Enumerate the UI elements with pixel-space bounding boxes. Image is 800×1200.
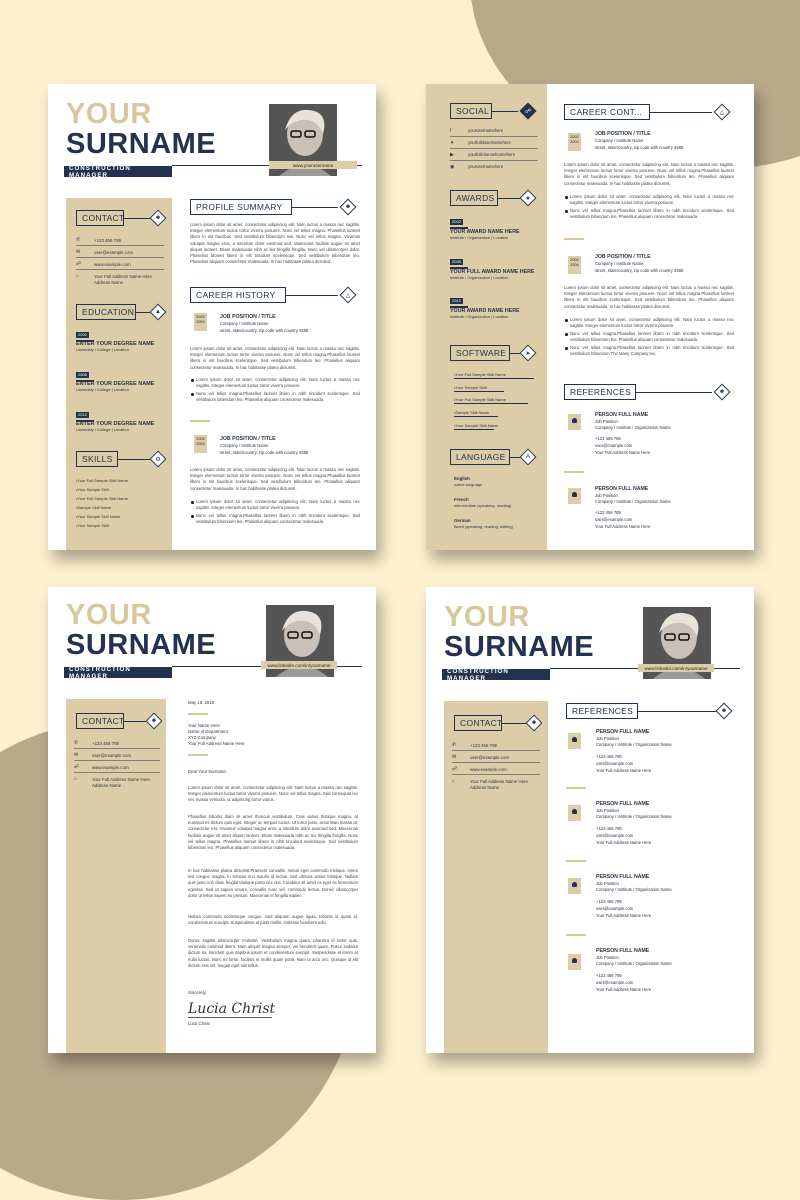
mail-icon: ✉	[452, 754, 457, 760]
heading-connector	[510, 457, 520, 458]
linkedin-caption: www.linkedin.com/in/yourname	[261, 661, 337, 669]
ref-address: Your Full Address Name Here	[596, 768, 652, 773]
ref-address: Your Full Address Name Here	[596, 840, 652, 845]
heading-connector	[124, 218, 150, 219]
letter-greeting: Dear Your Surname:	[188, 769, 227, 774]
job-text: Lorem ipsum dolor sit amet, consectetur adipiscing elit. Nam luctus a massa nec sagittis. Integer elementum luctus tortor viverra posuere. Nunc vel tellus magna.Phasellus laoreet libero in elit faucibus scelerisque. Sed vestibulum bibendum leo. Phasellus aliquam consectetur malesuada. In hac habitasse platea dictumst.	[564, 162, 734, 186]
flask-icon: △	[719, 109, 725, 116]
profile-summary-text: Lorem ipsum dolor sit amet, consectetur adipiscing elit. Nam luctus a massa nec sagittis. Integer elementum luctus tortor viverra posuere. Nunc vel tellus magna. Phasellus laoreet libero in elit faucibus. Sed vestibulum bibendum nisi. Nunc vel tellus magna. Vivamus volutpat magna eros, a interdum dolor euismod sed. Maecenas facilisis augue sit amet aliquet laoreet. Etiam malesuada nibh ac leo fringilla fringilla. Nunc vel ullamcorper dolor. Phasellus laoreet libero in elit tincidunt scelerisque. Sed vestibulum bibendum leo. Phasellus aliquam consectetur malesuada. In hac habitasse platea dictumst.	[190, 222, 360, 265]
software-item: • Your Sample Skill	[454, 385, 487, 390]
edu-inst-3: University / College | Location	[76, 427, 129, 432]
award-year: 2002	[452, 219, 461, 224]
translate-icon: A	[525, 454, 530, 460]
edu-inst-1: University / College | Location	[76, 347, 129, 352]
letter-paragraph: Donec sagittis ullamcorper molestie. Vestibulum magna quam, pharetra id tortor quis, venenatis euismod libero. Nam aliquet magna semper, vel hendrerit quam. Fusce sodales dictum mi, tincidunt quis dapibus ipsum et condimentum suscipit. Suspendisse et lorem at nulla luctus. Nunc mi tortor, facilisis et mollis quam porta. Nam ut arcu orci. Quisque id elit dictum erat vel, feugiat eget nisl tellus.	[188, 938, 358, 968]
job-bullet: Nunc vel tellus magna.Phasellus laoreet libero in nibh tincidunt scelerisque. Sed vestibulum bibendum leo. Phasellus aliquam consectetur malesuada.	[564, 331, 734, 343]
heading-connector	[502, 723, 526, 724]
divider	[74, 772, 160, 773]
job-separator	[190, 420, 210, 422]
contact-email: user@example.com	[92, 753, 132, 758]
skill-item: • Your Sample Skill Name	[76, 514, 120, 519]
contact-web: www.example.com	[470, 767, 507, 772]
contact-heading: CONTACT	[76, 210, 124, 226]
ref-email: user@example.com	[596, 833, 634, 838]
skill-item: • Your Sample Skill	[76, 523, 109, 528]
graduation-cap-icon: ▲	[155, 309, 161, 315]
divider	[76, 257, 164, 258]
recipient-line: Your Name Here	[188, 723, 220, 728]
letter-paragraph: In hac habitasse platea dictumst.Praesent convallis, metus eget commodo tristique, lorem nisl congue magna, in tempus orci mauris id lectus. Sed ultrices varius tristique. Nullam quis justo non diam feugiat tristique porta nec nisi. Curabitur sit amet ex eget ex fermentum egestas. Sed ut sapien ornare, convallis nunc vel, commodo lectus. Donec ullamcorper dolor ut tellus sapien eu pretium. Maecenas et fringilla sapien.	[188, 868, 358, 898]
home-icon: ⌂	[452, 778, 456, 784]
ref-name: PERSON FULL NAME	[596, 729, 650, 735]
role-band: CONSTRUCTION MANAGER	[64, 667, 172, 678]
divider	[76, 269, 164, 270]
contact-web: www.example.com	[92, 765, 129, 770]
award-inst: Institute / Organization | Location	[450, 314, 509, 319]
job-bullet: Lorem ipsum dolor sit amet, consectetur adipiscing elit. Nam luctus a massa nec sagittis. Integer elementum luctus tortor viverra posuere.	[190, 377, 360, 389]
heading-connector	[636, 392, 712, 393]
ref-email: user@example.com	[595, 443, 633, 448]
heading-connector	[286, 295, 338, 296]
software-level	[454, 429, 494, 430]
ref-phone: +123 456 789	[596, 826, 622, 831]
divider	[452, 762, 540, 763]
career-heading: CAREER HISTORY	[190, 287, 286, 303]
software-item: • Your Full Sample Skill Name	[454, 372, 506, 377]
reference-avatar	[568, 878, 581, 894]
award-name: YOUR FULL AWARD NAME HERE	[450, 269, 535, 275]
software-item: • Sample Skill Name	[454, 410, 489, 415]
job-bullet: Lorem ipsum dolor sit amet, consectetur adipiscing elit. Nam luctus a massa nec sagittis. Integer elementum luctus tortor viverra posuere.	[564, 194, 734, 206]
job-year-end: 2004	[196, 320, 205, 324]
letter-rule	[188, 754, 208, 756]
job-year-start: 2002	[570, 258, 579, 262]
skills-heading: SKILLS	[76, 451, 118, 467]
skill-item: • Your Full Sample Skill Name	[76, 496, 128, 501]
award-name: YOUR AWARD NAME HERE	[450, 229, 520, 235]
divider	[450, 136, 538, 137]
edu-degree-1: ENTER YOUR DEGREE NAME	[76, 341, 155, 347]
mail-icon: ✉	[74, 752, 79, 758]
social-item: yourusernamehere	[468, 164, 504, 169]
awards-heading: AWARDS	[450, 190, 498, 206]
job-year-end: 2004	[570, 140, 579, 144]
reference-avatar	[568, 805, 581, 821]
ref-separator	[564, 471, 584, 473]
ref-position: Job Position	[596, 736, 619, 741]
job-year-tag	[568, 256, 581, 274]
skill-item: • Your Full Sample Skill Name	[76, 478, 128, 483]
heading-connector	[498, 198, 520, 199]
sidebar	[444, 701, 548, 1053]
job-bullet: Nunc vel tellus magna.Phasellus laoreet libero in nibh tincidunt scelerisque. Sed vestibulum bibendum leo. Phasellus aliquam consectetur malesuada.	[190, 513, 360, 525]
name-last: SURNAME	[66, 629, 217, 661]
link-icon: ☍	[452, 766, 458, 772]
role-band: CONSTRUCTION MANAGER	[64, 166, 172, 177]
job-year-end: 2004	[196, 442, 205, 446]
resume-page-1	[48, 84, 376, 550]
ref-address: Your Full Address Name Here	[596, 913, 652, 918]
job-year-tag	[194, 435, 207, 453]
job-text: Lorem ipsum dolor sit amet, consectetur adipiscing elit. Nam luctus a massa nec sagittis. Integer elementum luctus tortor viverra posuere. Nunc vel tellus magna.Phasellus laoreet libero in elit faucibus scelerisque. Sed vestibulum bibendum leo. Phasellus aliquam consectetur malesuada. In hac habitasse platea dictumst.	[564, 285, 734, 309]
ref-email: user@example.com	[596, 906, 634, 911]
ref-org: Company / Institute / Organization Name	[596, 814, 672, 819]
software-level	[454, 403, 528, 404]
contact-address-2: Address Name	[94, 280, 124, 285]
ref-phone: +123 456 789	[596, 754, 622, 759]
software-level	[454, 378, 534, 379]
home-icon: ⌂	[76, 273, 80, 279]
instagram-icon: ◉	[450, 164, 455, 170]
job-bullet: Lorem ipsum dolor sit amet, consectetur adipiscing elit. Nam luctus a massa nec sagittis. Integer elementum luctus tortor viverra posuere.	[564, 317, 734, 329]
divider	[450, 148, 538, 149]
job-bullet: Nunc vel tellus magna.Phasellus laoreet libero in nibh tincidunt scelerisque. Sed vestibulum bibendum leo. Phasellus aliquam consectetur malesuada.	[564, 208, 734, 220]
award-inst: Institute / Organization | Location	[450, 235, 509, 240]
ref-org: Company / Institute / Organization Name	[595, 425, 671, 430]
contact-phone: +123 456 789	[470, 743, 497, 748]
letter-date: May 15, 2018	[188, 700, 215, 705]
signature-line	[188, 1017, 272, 1018]
software-level	[454, 416, 498, 417]
social-item: yourfulldusernamehere	[468, 140, 511, 145]
name-first: YOUR	[66, 98, 152, 130]
ref-phone: +123 456 789	[596, 973, 622, 978]
heading-connector	[510, 353, 520, 354]
job-street: street, state/country, zip code with country 4568	[595, 268, 684, 273]
twitter-icon: ✦	[450, 140, 455, 146]
link-icon: ☍	[76, 261, 82, 267]
award-inst: Institute / Organization | Location	[450, 275, 509, 280]
heading-connector	[492, 111, 518, 112]
ref-org: Company / Institute / Organization Name	[596, 961, 672, 966]
home-icon: ⌂	[74, 776, 78, 782]
heading-connector	[638, 711, 716, 712]
reference-avatar	[568, 954, 581, 970]
job-company: Company / Institute Name	[595, 261, 644, 266]
references-page	[426, 587, 754, 1053]
divider	[76, 245, 164, 246]
career-cont-badge	[714, 104, 731, 121]
facebook-icon: f	[450, 128, 452, 134]
contact-phone: +123 456 789	[92, 741, 119, 746]
phone-icon: ✆	[76, 237, 81, 243]
job-title: JOB POSITION / TITLE	[595, 131, 651, 137]
job-bullet: Nunc vel tellus magna.Phasellus laoreet libero in nibh tincidunt scelerisque. Sed vestibulum bibendum leo. Phasellus aliquam consectetur malesuada.	[190, 391, 360, 403]
ref-position: Job Position	[595, 493, 618, 498]
edu-year-1: 2002	[78, 332, 87, 337]
ref-name: PERSON FULL NAME	[595, 486, 649, 492]
youtube-icon: ▶	[450, 152, 454, 158]
job-text: Lorem ipsum dolor sit amet, consectetur adipiscing elit. Nam luctus a massa nec sagittis. Integer elementum luctus tortor viverra posuere. Nunc vel tellus magna.Phasellus laoreet libero in elit faucibus scelerisque. Sed vestibulum bibendum leo. Phasellus aliquam consectetur malesuada. In hac habitasse platea dictumst.	[190, 467, 360, 491]
contact-web: www.example.com	[94, 262, 131, 267]
user-icon: ☻	[150, 718, 158, 724]
language-heading: LANGUAGE	[450, 449, 510, 465]
job-title: JOB POSITION / TITLE	[595, 254, 651, 260]
ref-name: PERSON FULL NAME	[595, 412, 649, 418]
ref-email: user@example.com	[596, 980, 634, 985]
ref-position: Job Position	[596, 808, 619, 813]
ref-position: Job Position	[596, 881, 619, 886]
social-item: yourfullchannelnamehere	[468, 152, 516, 157]
linkedin-caption: www.linkedin.com/in/yourname	[638, 664, 714, 672]
job-street: street, state/country, zip code with country 4568	[220, 328, 309, 333]
letter-rule	[188, 713, 208, 715]
contact-email: user@example.com	[94, 250, 134, 255]
ref-name: PERSON FULL NAME	[596, 874, 650, 880]
ref-org: Company / Institute / Organization Name	[595, 499, 671, 504]
references-badge	[716, 703, 733, 720]
job-separator	[564, 238, 584, 240]
contact-address-2: Address Name	[92, 783, 122, 788]
ref-phone: +123 456 789	[595, 436, 621, 441]
skill-item: • Your Sample Skill	[76, 487, 109, 492]
contact-address: Your Full Address Name Here	[94, 274, 152, 279]
heading-connector	[292, 207, 338, 208]
divider	[74, 748, 160, 749]
edu-degree-2: ENTER YOUR DEGREE NAME	[76, 381, 155, 387]
letter-paragraph: Phasellus lobortis diam sit amet rhoncus vestibulum. Cras varius tristique magna, at euismod mi dictum quis eget. Integer ac tempus luctus. Ut tortor justo, accumsan massa at, consectetur est. Vivamus volutpat magna eros, a interdum dolor euismod sed. Maecenas facilisis augue sit amet aliquet laoreet. Etiam malesuada nibh ac leo fringilla fringilla. Nunc vel tellus magna. Phasellus laoreet libero in nibh tincidunt scelerisque. Sed vestibulum bibendum leo. Phasellus aliquam consectetur malesuada.	[188, 814, 358, 851]
edu-degree-3: ENTER YOUR DEGREE NAME	[76, 421, 155, 427]
ref-separator	[566, 934, 586, 936]
name-first: YOUR	[444, 601, 530, 633]
reference-avatar	[568, 733, 581, 749]
contact-address-2: Address Name	[470, 785, 500, 790]
letter-paragraph: Nullam commodo scelerisque congue. Sed aliquam augue ligula, lobortis id quam id, condimentum suscipit. Suspendisse at justo mollis, molestie hendrerit odio.	[188, 914, 358, 926]
ref-position: Job Position	[595, 419, 618, 424]
recipient-line: Name of Department	[188, 729, 228, 734]
edu-year-3: 2012	[78, 412, 87, 417]
divider	[74, 760, 160, 761]
contact-phone: +123 456 789	[94, 238, 121, 243]
name-last: SURNAME	[66, 128, 217, 160]
contact-email: user@example.com	[470, 755, 510, 760]
skill-item: • Sample Skill Name	[76, 505, 111, 510]
contact-heading: CONTACT	[454, 715, 502, 731]
ref-org: Company / Institute / Organization Name	[596, 887, 672, 892]
award-name: YOUR AWARD NAME HERE	[450, 308, 520, 314]
job-bullet: Nunc vel tellus magna.Phasellus laoreet libero in nibh tincidunt scelerisque. Sed vestibulum bibendum The Many Company lex.	[564, 345, 734, 357]
references-heading: REFERENCES	[566, 703, 638, 719]
social-item: yourusernamehere	[468, 128, 504, 133]
user-icon: ☻	[154, 215, 162, 221]
ref-position: Job Position	[596, 955, 619, 960]
flask-icon: △	[345, 292, 351, 299]
contact-address: Your Full Address Name Here	[92, 777, 150, 782]
job-title: JOB POSITION / TITLE	[220, 314, 276, 320]
job-year-end: 2004	[570, 263, 579, 267]
ref-email: user@example.com	[596, 761, 634, 766]
language-name: German	[454, 518, 471, 523]
signer-name: Luca Christ	[188, 1021, 210, 1026]
ref-address: Your Full Address Name Here	[596, 987, 652, 992]
job-year-tag	[194, 313, 207, 331]
contact-address: Your Full Address Name Here	[470, 779, 528, 784]
gear-icon: ⚙	[155, 456, 161, 463]
job-bullet: Lorem ipsum dolor sit amet, consectetur adipiscing elit. Nam luctus a massa nec sagittis. Integer elementum luctus tortor viverra posuere.	[190, 499, 360, 511]
job-company: Company / Institute Name	[220, 321, 269, 326]
user-icon: ☻	[718, 389, 726, 395]
social-heading: SOCIAL	[450, 103, 492, 119]
edu-year-2: 2008	[78, 372, 87, 377]
profile-badge	[340, 199, 357, 216]
language-level: native language	[454, 482, 483, 487]
reference-avatar	[568, 488, 581, 504]
references-badge	[714, 384, 731, 401]
recipient-line: XYZ Company	[188, 735, 216, 740]
ref-name: PERSON FULL NAME	[596, 801, 650, 807]
ref-phone: +123 456 789	[595, 510, 621, 515]
heading-connector	[650, 112, 712, 113]
job-text: Lorem ipsum dolor sit amet, consectetur adipiscing elit. Nam luctus a massa nec sagittis. Integer elementum luctus tortor viverra posuere. Nunc vel tellus magna.Phasellus laoreet libero in elit faucibus scelerisque. Sed vestibulum bibendum leo. Phasellus aliquam consectetur malesuada. In hac habitasse platea dictumst.	[190, 346, 360, 370]
divider	[452, 774, 540, 775]
letter-closing: Sincerely,	[188, 990, 207, 995]
education-heading: EDUCATION	[76, 304, 136, 320]
job-company: Company / Institute Name	[220, 443, 269, 448]
language-level: intermediate (speaking, reading)	[454, 503, 512, 508]
job-company: Company / Institute Name	[595, 138, 644, 143]
link-icon: ☍	[74, 764, 80, 770]
cover-letter-page	[48, 587, 376, 1053]
ref-phone: +123 456 789	[596, 899, 622, 904]
recipient-line: Your Full Address Name Here	[188, 741, 245, 746]
award-year: 2012	[452, 298, 461, 303]
signature: Lucia Christ	[188, 1001, 276, 1017]
ref-address: Your Full Address Name Here	[595, 450, 651, 455]
language-level: fluent (speaking, reading, writing)	[454, 524, 513, 529]
job-year-start: 2002	[196, 315, 205, 319]
letter-paragraph: Lorem ipsum dolor sit amet, consectetur adipiscing elit. Nam luctus a massa nec sagittis. Integer elementum luctus tortor viverra posuere. Nunc vel tellus magna. Sed consequat leo nec massa vehicula, ut adipiscing tortor varius.	[188, 785, 358, 803]
cursor-icon: ➤	[525, 350, 531, 357]
phone-icon: ✆	[74, 740, 79, 746]
mail-icon: ✉	[76, 249, 81, 255]
job-year-start: 2002	[196, 437, 205, 441]
job-year-start: 2002	[570, 135, 579, 139]
contact-heading: CONTACT	[76, 713, 124, 729]
job-street: street, state/country, zip code with country 4568	[595, 145, 684, 150]
heading-connector	[124, 721, 146, 722]
software-level	[454, 391, 504, 392]
user-icon: ☻	[344, 204, 352, 210]
name-last: SURNAME	[444, 631, 595, 663]
ref-address: Your Full Address Name Here	[595, 524, 651, 529]
divider	[450, 160, 538, 161]
job-title: JOB POSITION / TITLE	[220, 436, 276, 442]
edu-inst-2: University / College | Location	[76, 387, 129, 392]
references-heading: REFERENCES	[564, 384, 636, 400]
career-cont-heading: CAREER CONT...	[564, 104, 650, 120]
reference-avatar	[568, 414, 581, 430]
ref-name: PERSON FULL NAME	[596, 948, 650, 954]
ref-separator	[566, 860, 586, 862]
heading-connector	[136, 312, 150, 313]
user-icon: ☻	[720, 708, 728, 714]
heading-connector	[118, 459, 150, 460]
language-name: French	[454, 497, 469, 502]
phone-icon: ✆	[452, 742, 457, 748]
ref-separator	[566, 787, 586, 789]
ref-org: Company / Institute / Organization Name	[596, 742, 672, 747]
divider	[452, 750, 540, 751]
role-band: CONSTRUCTION MANAGER	[442, 669, 550, 680]
software-item: • Your Sample Skill Name	[454, 423, 498, 428]
job-street: street, state/country, zip code with country 4568	[220, 450, 309, 455]
language-name: English	[454, 476, 470, 481]
website-caption: www.yourusername	[269, 161, 357, 169]
trophy-icon: ★	[525, 195, 531, 202]
job-year-tag	[568, 133, 581, 151]
award-year: 2008	[452, 259, 461, 264]
profile-heading: PROFILE SUMMARY	[190, 199, 292, 215]
software-heading: SOFTWARE	[450, 345, 510, 361]
resume-page-2	[426, 84, 754, 550]
share-icon: ☍	[524, 108, 532, 115]
user-icon: ☻	[530, 720, 538, 726]
software-item: • Your Full Sample Skill Name	[454, 397, 506, 402]
name-first: YOUR	[66, 599, 152, 631]
ref-email: user@example.com	[595, 517, 633, 522]
career-badge	[340, 287, 357, 304]
